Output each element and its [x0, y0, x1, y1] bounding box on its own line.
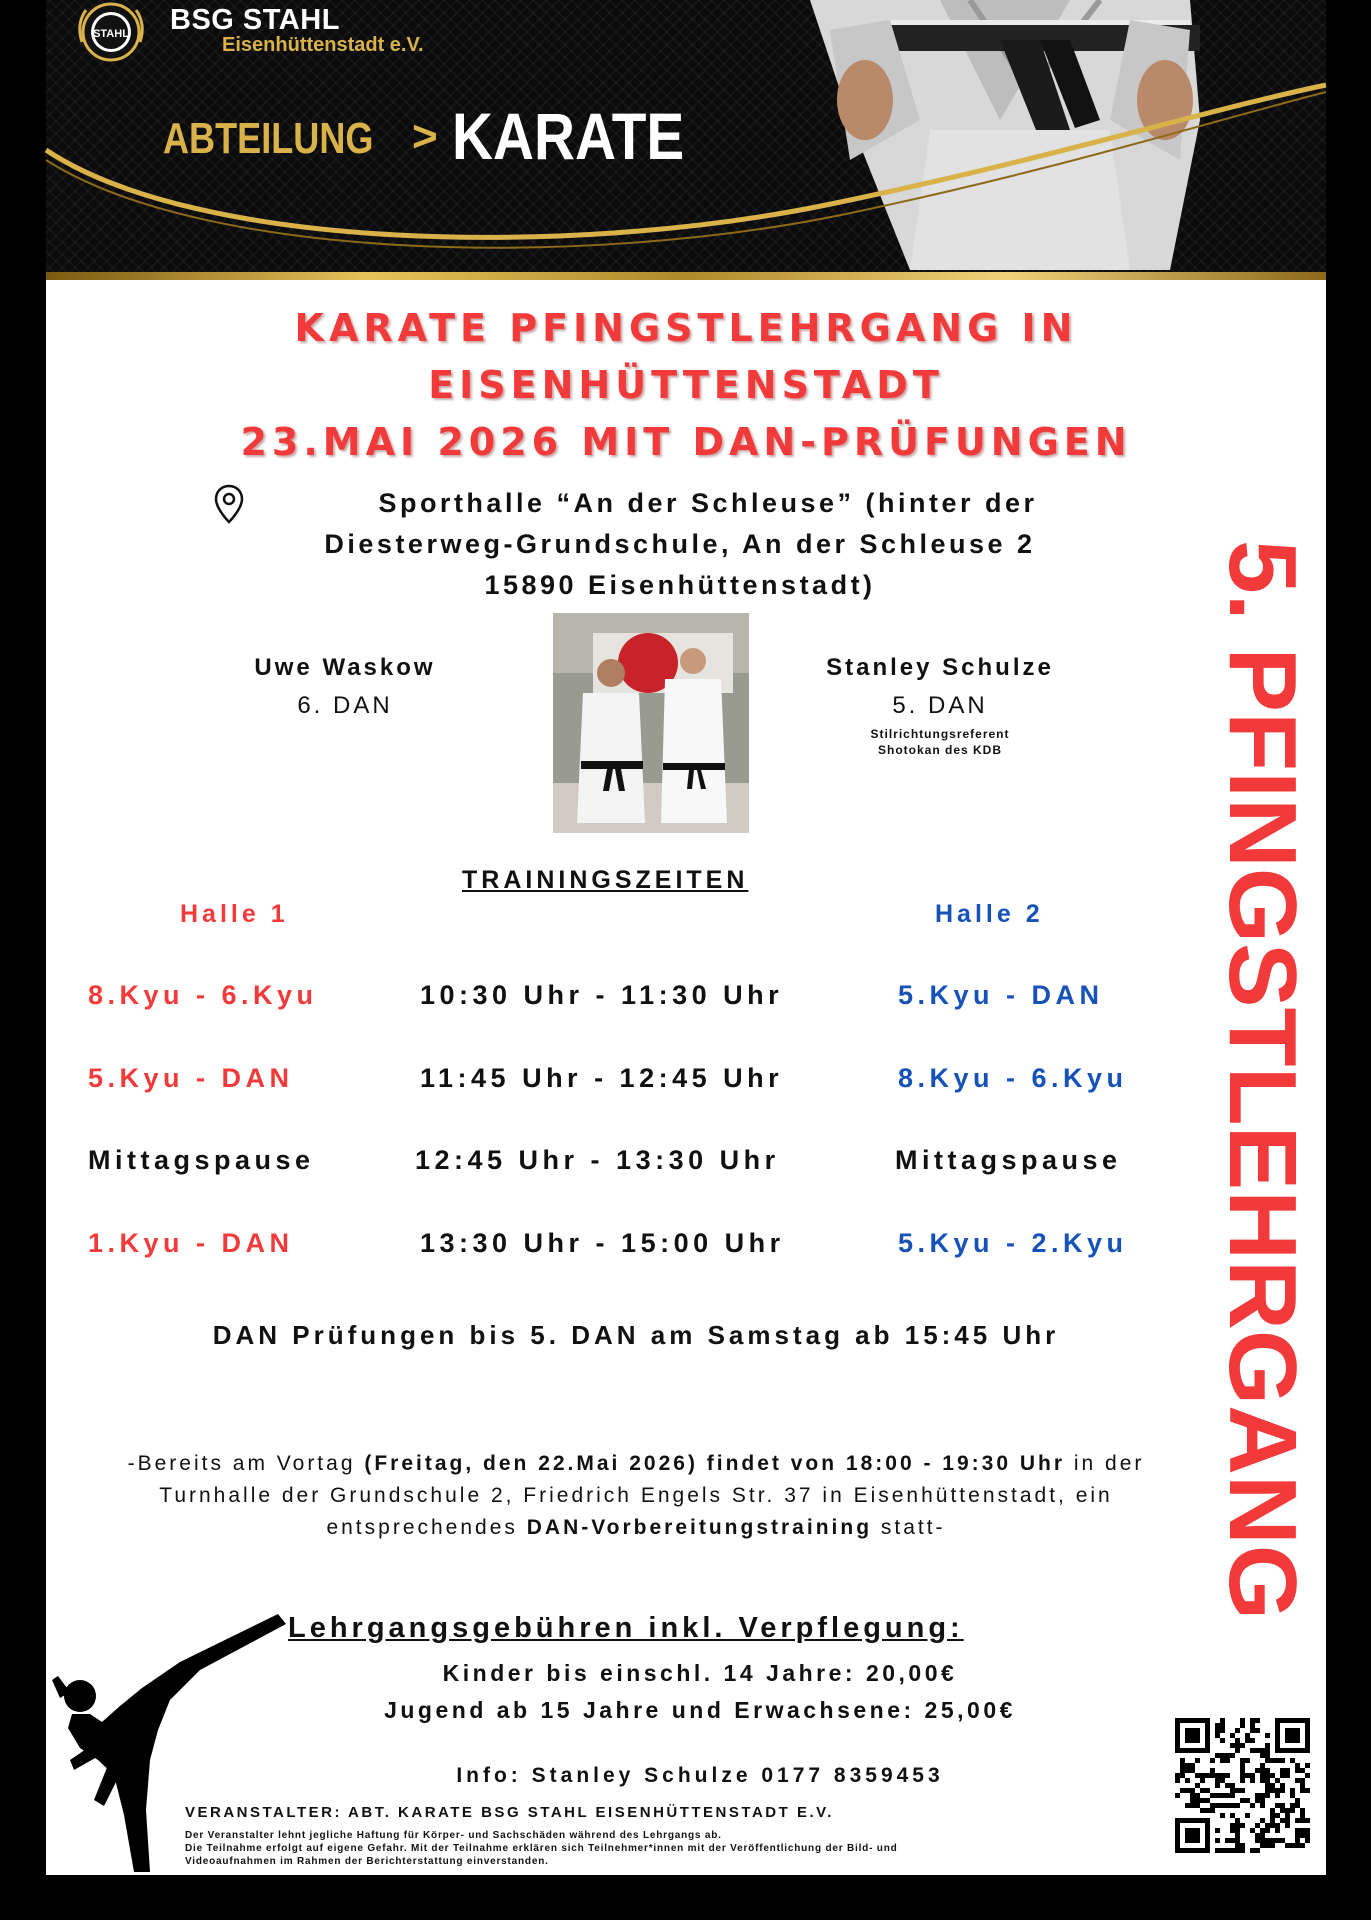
header-gold-strip	[46, 272, 1326, 280]
pre-day-training-note	[46, 1448, 1226, 1544]
trainer-dan: 6. DAN	[297, 692, 393, 719]
disclaimer-line: Der Veranstalter lehnt jegliche Haftung für Körper- und Sachschäden während des Lehrgangs ab.	[185, 1830, 722, 1841]
time-slot: 11:45 Uhr - 12:45 Uhr	[420, 1063, 784, 1093]
note-text: entsprechendes	[326, 1516, 527, 1539]
hall-2-group: 5.Kyu - DAN	[898, 980, 1104, 1010]
department-name: KARATE	[452, 99, 685, 173]
hall-2-heading: Halle 2	[935, 900, 1044, 928]
event-title-line: 23.MAI 2026 MIT DAN-PRÜFUNGEN	[240, 420, 1132, 464]
trainer-card	[790, 654, 1090, 758]
schedule-heading: TRAININGSZEITEN	[462, 866, 749, 894]
trainer-card	[200, 654, 490, 720]
organizer: VERANSTALTER: ABT. KARATE BSG STAHL EISENHÜTTENSTADT E.V.	[185, 1804, 834, 1821]
flyer-sheet	[46, 0, 1326, 1875]
hall-1-group: 5.Kyu - DAN	[88, 1063, 294, 1093]
disclaimer-line: Die Teilnahme erfolgt auf eigene Gefahr. Mit der Teilnahme erklären sich Teilnehmer*innen mit der Veröffentlichung der Bild- und	[185, 1843, 898, 1854]
venue-address	[180, 483, 1180, 606]
trainer-note: Stilrichtungsreferent	[870, 727, 1010, 741]
club-logo	[70, 2, 152, 66]
trainer-dan: 5. DAN	[892, 692, 988, 719]
note-text: Turnhalle der Grundschule 2, Friedrich Engels Str. 37 in Eisenhüttenstadt, ein	[159, 1484, 1113, 1507]
disclaimer-line: Videoaufnahmen im Rahmen der Berichterstattung einverstanden.	[185, 1856, 549, 1867]
fee-adults: Jugend ab 15 Jahre und Erwachsene: 25,00€	[384, 1697, 1016, 1723]
club-subtitle: Eisenhüttenstadt e.V.	[222, 34, 424, 56]
note-bold: DAN-Vorbereitungstraining	[526, 1516, 873, 1539]
hall-1-group: 1.Kyu - DAN	[88, 1228, 294, 1258]
hall-1-group: 8.Kyu - 6.Kyu	[88, 980, 318, 1010]
note-text: -Bereits am Vortag	[127, 1452, 365, 1475]
time-slot: 12:45 Uhr - 13:30 Uhr	[415, 1145, 780, 1175]
trainer-name: Stanley Schulze	[826, 654, 1054, 681]
address-line: Sporthalle “An der Schleuse” (hinter der	[378, 488, 1038, 518]
qr-code[interactable]	[1175, 1718, 1310, 1853]
fee-children: Kinder bis einschl. 14 Jahre: 20,00€	[442, 1660, 958, 1686]
time-slot: 13:30 Uhr - 15:00 Uhr	[420, 1228, 785, 1258]
trainers-photo	[553, 613, 749, 833]
trainer-note: Shotokan des KDB	[877, 743, 1002, 757]
note-text: statt-	[872, 1516, 946, 1539]
contact-info: Info: Stanley Schulze 0177 8359453	[456, 1764, 944, 1787]
address-line: 15890 Eisenhüttenstadt)	[484, 570, 876, 600]
address-line: Diesterweg-Grundschule, An der Schleuse 2	[324, 529, 1036, 559]
club-name: BSG STAHL	[170, 4, 340, 36]
side-banner-text: 5. PFINGSTLEHRGANG	[1209, 540, 1316, 1613]
dan-exam-note: DAN Prüfungen bis 5. DAN am Samstag ab 15:45 Uhr	[212, 1320, 1060, 1350]
side-banner	[1209, 540, 1316, 1620]
chevron-right-icon: >	[412, 112, 438, 161]
hall-1-heading: Halle 1	[180, 900, 289, 928]
logo-text: STAHL	[93, 28, 129, 40]
fees-heading: Lehrgangsgebühren inkl. Verpflegung:	[288, 1612, 964, 1644]
note-bold: (Freitag, den 22.Mai 2026) findet von 18:00 - 19:30 Uhr	[364, 1452, 1066, 1475]
note-text: in der	[1065, 1452, 1145, 1475]
hall-2-group: 8.Kyu - 6.Kyu	[898, 1063, 1128, 1093]
department-label: ABTEILUNG	[163, 114, 374, 163]
trainer-name: Uwe Waskow	[254, 654, 436, 681]
event-title	[46, 300, 1326, 471]
hall-2-group: Mittagspause	[895, 1145, 1122, 1175]
hall-1-group: Mittagspause	[88, 1145, 315, 1175]
event-title-line: KARATE PFINGSTLEHRGANG IN	[294, 306, 1078, 350]
time-slot: 10:30 Uhr - 11:30 Uhr	[420, 980, 784, 1010]
disclaimer	[185, 1829, 1145, 1868]
event-title-line: EISENHÜTTENSTADT	[428, 363, 944, 407]
hall-2-group: 5.Kyu - 2.Kyu	[898, 1228, 1128, 1258]
